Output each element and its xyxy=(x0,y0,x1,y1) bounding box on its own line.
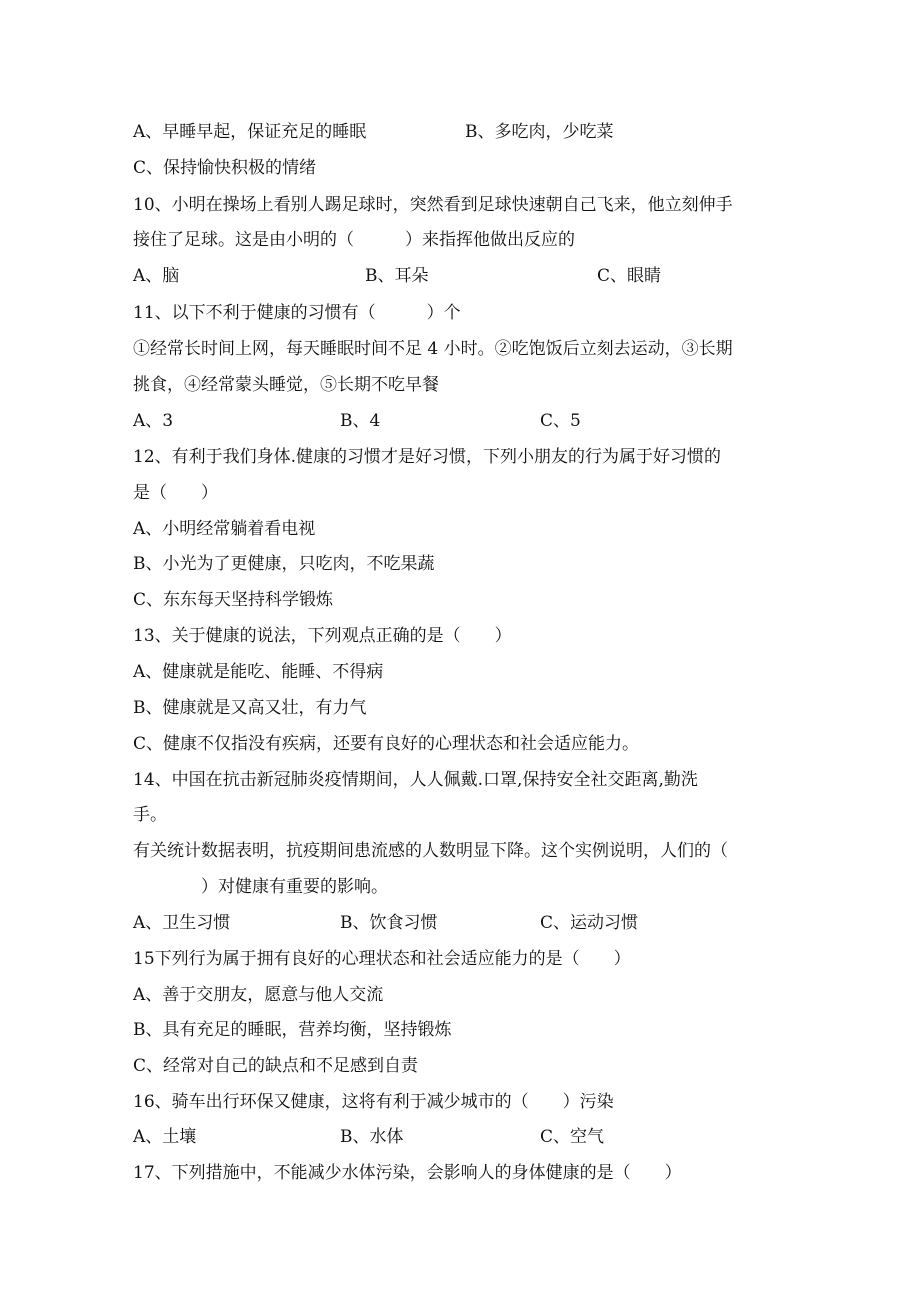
question-text: 16、骑车出行环保又健康，这将有利于减少城市的（ ）污染 xyxy=(133,1092,614,1112)
text-line: A、小明经常躺着看电视 xyxy=(133,519,316,539)
text-line: 有关统计数据表明，抗疫期间患流感的人数明显下降。这个实例说明，人们的（ xyxy=(133,841,728,861)
question-text: 13、关于健康的说法，下列观点正确的是（ ） xyxy=(133,626,512,646)
text-line: B、健康就是又高又壮，有力气 xyxy=(133,698,367,718)
text-line: C、东东每天坚持科学锻炼 xyxy=(133,590,334,610)
question-text: 15下列行为属于拥有良好的心理状态和社会适应能力的是（ ） xyxy=(133,949,631,969)
option-text: B、水体 xyxy=(340,1127,404,1147)
question-text: 10、小明在操场上看别人踢足球时，突然看到足球快速朝自己飞来，他立刻伸手 xyxy=(133,195,733,215)
option-text: C、5 xyxy=(540,411,581,431)
text-line: C、健康不仅指没有疾病，还要有良好的心理状态和社会适应能力。 xyxy=(133,734,640,754)
text-line: C、经常对自己的缺点和不足感到自责 xyxy=(133,1056,419,1076)
text-line: 手。 xyxy=(133,805,167,825)
text-line: 挑食，④经常蒙头睡觉，⑤长期不吃早餐 xyxy=(133,375,439,395)
option-text: A、3 xyxy=(133,411,174,431)
text-line: B、具有充足的睡眠，营养均衡，坚持锻炼 xyxy=(133,1020,452,1040)
text-line: 接住了足球。这是由小明的（ ）来指挥他做出反应的 xyxy=(133,230,575,250)
text-line: B、小光为了更健康，只吃肉，不吃果蔬 xyxy=(133,554,435,574)
question-text: 12、有利于我们身体.健康的习惯才是好习惯，下列小朋友的行为属于好习惯的 xyxy=(133,447,722,467)
text-line: A、善于交朋友，愿意与他人交流 xyxy=(133,985,384,1005)
option-text: A、脑 xyxy=(133,266,180,286)
question-text: 14、中国在抗击新冠肺炎疫情期间，人人佩戴.口罩,保持安全社交距离,勤洗 xyxy=(133,770,698,790)
option-text: A、土壤 xyxy=(133,1127,197,1147)
option-text: B、饮食习惯 xyxy=(340,913,438,933)
text-line: 是（ ） xyxy=(133,483,218,503)
text-line: ）对健康有重要的影响。 xyxy=(133,877,388,897)
option-text: C、运动习惯 xyxy=(540,913,639,933)
option-text: C、空气 xyxy=(540,1127,605,1147)
text-line: A、健康就是能吃、能睡、不得病 xyxy=(133,662,384,682)
option-text: B、4 xyxy=(340,411,381,431)
text-line: C、保持愉快积极的情绪 xyxy=(133,158,317,178)
option-text: A、卫生习惯 xyxy=(133,913,231,933)
option-text: B、多吃肉，少吃菜 xyxy=(465,122,614,142)
option-text: B、耳朵 xyxy=(365,266,429,286)
text-line: ①经常长时间上网，每天睡眠时间不足 4 小时。②吃饱饭后立刻去运动，③长期 xyxy=(133,339,733,359)
question-text: 17、下列措施中，不能减少水体污染，会影响人的身体健康的是（ ） xyxy=(133,1163,682,1183)
option-text: C、眼睛 xyxy=(597,266,662,286)
option-text: A、早睡早起，保证充足的睡眠 xyxy=(133,122,367,142)
question-text: 11、以下不利于健康的习惯有（ ）个 xyxy=(133,303,461,323)
